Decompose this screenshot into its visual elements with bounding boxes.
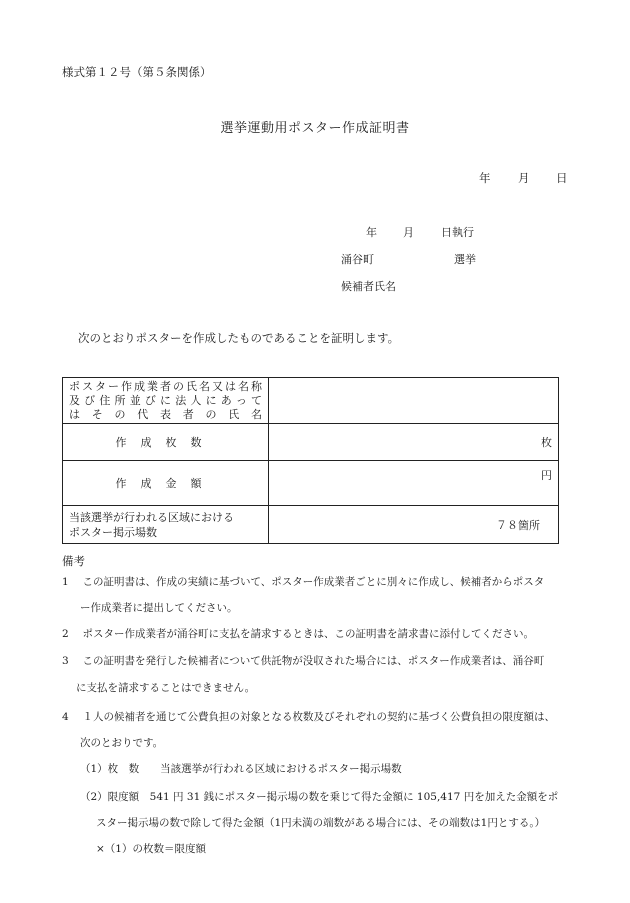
certificate-table xyxy=(62,377,559,544)
exec-day: 日執行 xyxy=(441,226,474,239)
vendor-label-line: はその代表者の氏名 xyxy=(69,407,262,421)
note-4: 4 １人の候補者を通じて公費負担の対象となる枚数及びそれぞれの契約に基づく公費負担の限度額は、 xyxy=(62,711,556,723)
note-4-item-1: （1）枚 数 当該選挙が行われる区域におけるポスター掲示場数 xyxy=(80,763,402,775)
note-1-continued: ー作成業者に提出してください。 xyxy=(80,602,238,614)
exec-month: 月 xyxy=(403,226,414,239)
note-3: 3 この証明書を発行した候補者について供託物が没収された場合には、ポスター作成業者は、涌谷町 xyxy=(62,655,545,667)
note-4-item-2-continued: スター掲示場の数で除して得た金額（1円未満の端数がある場合には、その端数は1円とする。） xyxy=(96,817,546,829)
vendor-label-line: 及び住所並びに法人にあって xyxy=(69,393,262,407)
poster-sites-label xyxy=(63,506,269,544)
quantity-value[interactable] xyxy=(269,424,559,461)
table-row xyxy=(63,506,559,544)
table-row xyxy=(63,461,559,506)
vendor-label xyxy=(63,378,269,424)
table-row xyxy=(63,378,559,424)
poster-sites-label-line: 当該選挙が行われる区域における xyxy=(69,510,234,524)
form-number: 様式第１２号（第５条関係） xyxy=(62,65,212,79)
table-row xyxy=(63,424,559,461)
issue-month: 月 xyxy=(518,171,530,185)
amount-value[interactable] xyxy=(269,461,559,506)
amount-label: 作成金額 xyxy=(63,461,269,506)
vendor-value[interactable] xyxy=(269,378,559,424)
issue-year: 年 xyxy=(479,171,491,185)
note-4-item-2-formula: ×（1）の枚数＝限度額 xyxy=(96,843,206,855)
vendor-label-line: ポスター作成業者の氏名又は名称 xyxy=(69,379,262,393)
note-4-item-2: （2）限度額 541 円 31 銭にポスター掲示場の数を乗じて得た金額に 105,417 円を加えた金額をポ xyxy=(80,791,559,803)
document-title: 選挙運動用ポスター作成証明書 xyxy=(220,121,410,136)
poster-sites-label-line: ポスター掲示場数 xyxy=(69,525,157,539)
poster-sites-value: ７８箇所 xyxy=(269,506,559,544)
candidate-name-label: 候補者氏名 xyxy=(341,280,396,293)
note-2: 2 ポスター作成業者が涌谷町に支払を請求するときは、この証明書を請求書に添付してください。 xyxy=(62,628,535,640)
note-3-continued: に支払を請求することはできません。 xyxy=(76,682,256,694)
exec-year: 年 xyxy=(366,226,377,239)
intro-statement: 次のとおりポスターを作成したものであることを証明します。 xyxy=(78,331,400,345)
town-name: 涌谷町 xyxy=(341,253,374,266)
amount-unit: 円 xyxy=(541,469,552,482)
election-word: 選挙 xyxy=(454,253,476,266)
note-4-continued: 次のとおりです。 xyxy=(80,737,164,749)
notes-heading: 備考 xyxy=(62,554,85,568)
note-1: 1 この証明書は、作成の実績に基づいて、ポスター作成業者ごとに別々に作成し、候補者からポスタ xyxy=(62,576,545,588)
quantity-unit: 枚 xyxy=(541,436,552,449)
quantity-label: 作成枚数 xyxy=(63,424,269,461)
issue-day: 日 xyxy=(556,171,568,185)
